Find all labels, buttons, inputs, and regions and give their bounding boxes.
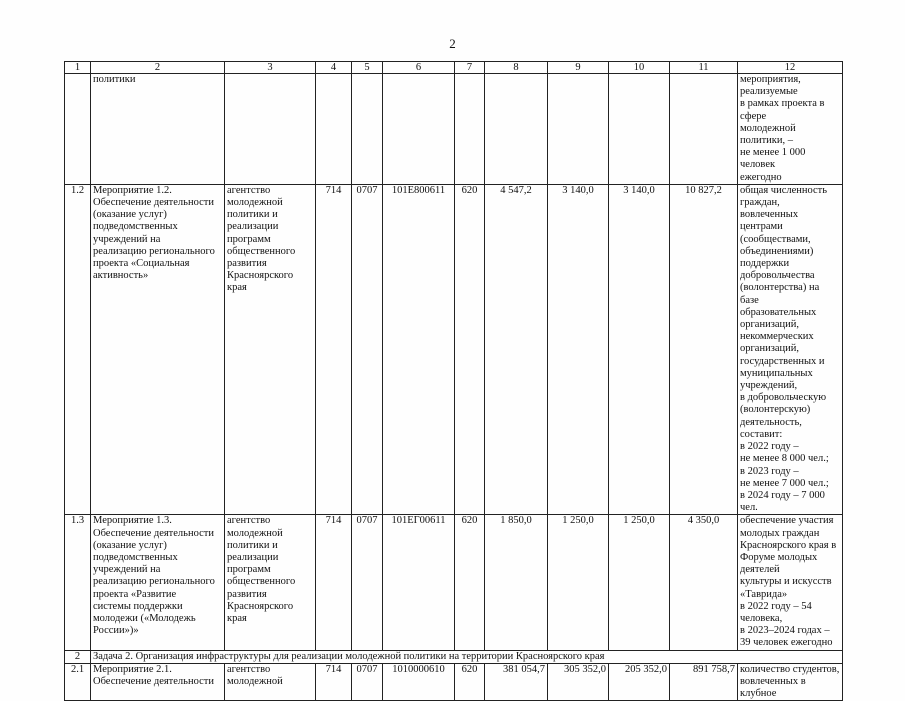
amount-2024-cell: 3 140,0 [609, 184, 670, 514]
col-header-5: 5 [352, 62, 383, 74]
section-code-cell: 0707 [352, 663, 383, 701]
column-number-row [65, 62, 843, 74]
activity-name-cell: Мероприятие 1.3. Обеспечение деятельности (оказание услуг) подведомственных учреждений на реализацию регионального проекта «Развитие системы поддержки молодежи («Молодежь России»)» [91, 515, 225, 650]
col-header-4: 4 [316, 62, 352, 74]
target-article-cell: 101E800611 [383, 184, 455, 514]
program-activities-table [64, 61, 843, 701]
expected-result-cell: мероприятия, реализуемые в рамках проекта в сфере молодежной политики, – не менее 1 000 человек ежегодно [738, 74, 843, 185]
table-row-task-2 [65, 650, 843, 663]
amount-total-cell: 10 827,2 [670, 184, 738, 514]
grbs-code-cell: 714 [316, 515, 352, 650]
table-row-continuation [65, 74, 843, 185]
target-article-cell: 101EГ00611 [383, 515, 455, 650]
col-header-3: 3 [225, 62, 316, 74]
amount-2022-cell: 1 850,0 [485, 515, 548, 650]
row-number-cell: 2 [65, 650, 91, 663]
target-article-cell: 1010000610 [383, 663, 455, 701]
amount-total-cell: 4 350,0 [670, 515, 738, 650]
expense-type-cell: 620 [455, 663, 485, 701]
grbs-code-cell: 714 [316, 184, 352, 514]
grbs-code-cell: 714 [316, 663, 352, 701]
col-header-8: 8 [485, 62, 548, 74]
expected-result-cell: общая численность граждан, вовлеченных центрами (сообществами, объединениями) поддержки добровольчества (волонтерства) на базе образовательных организаций, некоммерческих организаций, государственных и муниципальных учреждений, в добровольческую (волонтерскую) деятельность, составит: в 2022 году – не менее 8 000 чел.; в 2023 году – не менее 7 000 чел.; в 2024 году – 7 000 чел. [738, 184, 843, 514]
task-heading-cell: Задача 2. Организация инфраструктуры для реализации молодежной политики на территории Красноярского края [91, 650, 843, 663]
page-number: 2 [449, 36, 456, 51]
col-header-10: 10 [609, 62, 670, 74]
col-header-7: 7 [455, 62, 485, 74]
amount-2024-cell: 205 352,0 [609, 663, 670, 701]
table-row-1-3 [65, 515, 843, 650]
col-header-9: 9 [548, 62, 609, 74]
amount-2023-cell: 305 352,0 [548, 663, 609, 701]
col-header-11: 11 [670, 62, 738, 74]
activity-name-cell: политики [91, 74, 225, 185]
expected-result-cell: обеспечение участия молодых граждан Красноярского края в Форуме молодых деятелей культуры и искусств «Таврида» в 2022 году – 54 человека, в 2023–2024 годах – 39 человек ежегодно [738, 515, 843, 650]
amount-2024-cell: 1 250,0 [609, 515, 670, 650]
row-number-cell: 2.1 [65, 663, 91, 701]
table-row-1-2 [65, 184, 843, 514]
table-row-2-1 [65, 663, 843, 701]
section-code-cell: 0707 [352, 515, 383, 650]
amount-2022-cell: 4 547,2 [485, 184, 548, 514]
agency-cell: агентство молодежной политики и реализации программ общественного развития Красноярского края [225, 184, 316, 514]
expected-result-cell: количество студентов, вовлеченных в клубное [738, 663, 843, 701]
amount-2023-cell: 3 140,0 [548, 184, 609, 514]
section-code-cell: 0707 [352, 184, 383, 514]
activity-name-cell: Мероприятие 2.1. Обеспечение деятельности [91, 663, 225, 701]
col-header-2: 2 [91, 62, 225, 74]
activity-name-cell: Мероприятие 1.2. Обеспечение деятельности (оказание услуг) подведомственных учреждений на реализацию регионального проекта «Социальная активность» [91, 184, 225, 514]
amount-total-cell: 891 758,7 [670, 663, 738, 701]
row-number-cell: 1.2 [65, 184, 91, 514]
expense-type-cell: 620 [455, 184, 485, 514]
amount-2022-cell: 381 054,7 [485, 663, 548, 701]
col-header-1: 1 [65, 62, 91, 74]
row-number-cell: 1.3 [65, 515, 91, 650]
expense-type-cell: 620 [455, 515, 485, 650]
col-header-12: 12 [738, 62, 843, 74]
col-header-6: 6 [383, 62, 455, 74]
amount-2023-cell: 1 250,0 [548, 515, 609, 650]
agency-cell: агентство молодежной [225, 663, 316, 701]
agency-cell: агентство молодежной политики и реализации программ общественного развития Красноярского края [225, 515, 316, 650]
